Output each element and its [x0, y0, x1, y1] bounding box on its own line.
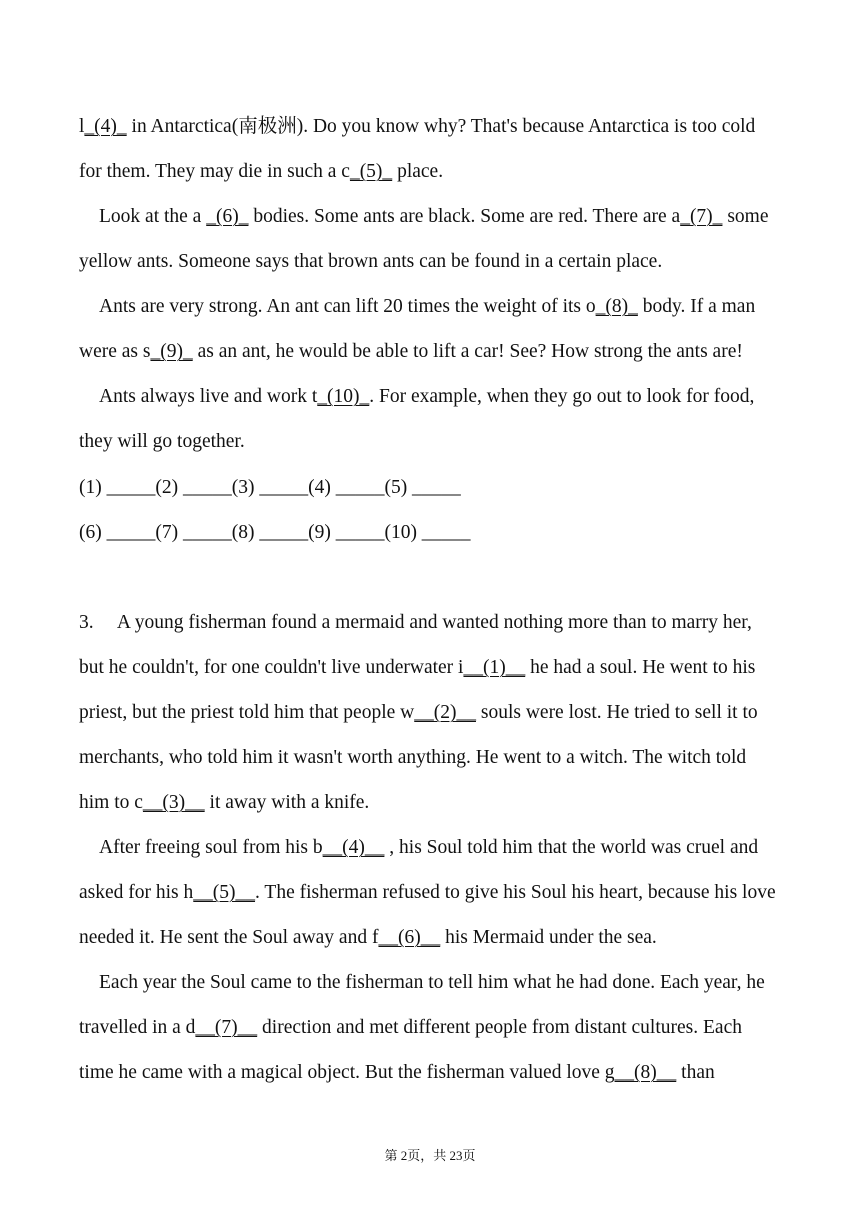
passage3-line-7 — [79, 881, 776, 905]
text: merchants, who told him it wasn't worth anything. He went to a witch. The witch told — [79, 747, 747, 768]
passage3-line-10 — [79, 1016, 742, 1040]
answer-line-1 — [79, 476, 461, 500]
passage3-line-2 — [79, 656, 755, 680]
text: they will go together. — [79, 431, 245, 452]
text: asked for his h — [79, 882, 194, 903]
passage2-line-1 — [79, 115, 755, 139]
passage3-line-6 — [99, 836, 758, 860]
blank-8: __(8)__ — [614, 1062, 677, 1083]
passage2-line-8 — [79, 430, 245, 454]
text: Look at the a — [99, 206, 207, 227]
passage3-line-8 — [79, 926, 657, 950]
blank-1: __(1)__ — [463, 657, 526, 678]
text: needed it. He sent the Soul away and f — [79, 927, 379, 948]
blank-9: _(9)_ — [150, 341, 193, 362]
blank-5: _(5)_ — [349, 161, 393, 182]
text: place. — [392, 161, 444, 182]
text: travelled in a d — [79, 1017, 196, 1038]
passage2-line-4 — [79, 250, 662, 274]
text: bodies. Some ants are black. Some are red. There are a — [248, 206, 681, 227]
passage3-line-3 — [79, 701, 758, 725]
blank-8: _(8)_ — [595, 296, 638, 317]
answer-blanks: (6) _____(7) _____(8) _____(9) _____(10) _____ — [79, 522, 471, 543]
text: than — [676, 1062, 715, 1083]
text: were as s — [79, 341, 151, 362]
blank-6: _(6)_ — [206, 206, 249, 227]
text: Ants always live and work t — [99, 386, 318, 407]
text: Ants are very strong. An ant can lift 20 times the weight of its o — [99, 296, 596, 317]
blank-10: _(10)_ — [317, 386, 370, 407]
text: After freeing soul from his b — [99, 837, 323, 858]
passage3-line-9 — [99, 971, 765, 995]
passage3-line-1 — [79, 611, 752, 635]
blank-4: _(4)_ — [84, 116, 127, 137]
text: . For example, when they go out to look for food, — [369, 386, 755, 407]
blank-2: __(2)__ — [414, 702, 476, 723]
passage2-line-5 — [99, 295, 755, 319]
blank-3: __(3)__ — [142, 792, 205, 813]
blank-6: __(6)__ — [378, 927, 441, 948]
text: . The fisherman refused to give his Soul his heart, because his love — [255, 882, 776, 903]
passage2-line-3 — [99, 205, 768, 229]
text: him to c — [79, 792, 143, 813]
passage2-line-2 — [79, 160, 443, 184]
text: time he came with a magical object. But the fisherman valued love g — [79, 1062, 615, 1083]
text: souls were lost. He tried to sell it to — [475, 702, 758, 723]
text: yellow ants. Someone says that brown ants can be found in a certain place. — [79, 251, 663, 272]
text: it away with a knife. — [204, 792, 370, 813]
text: l — [79, 116, 85, 137]
passage2-line-7 — [99, 385, 754, 409]
text: in Antarctica(南极洲). Do you know why? That's because Antarctica is too cold — [126, 116, 756, 137]
text: as an ant, he would be able to lift a car! See? How strong the ants are! — [192, 341, 743, 362]
passage3-line-4 — [79, 746, 746, 770]
answer-line-2 — [79, 521, 471, 545]
text: his Mermaid under the sea. — [440, 927, 657, 948]
blank-7: __(7)__ — [195, 1017, 258, 1038]
text: priest, but the priest told him that people w — [79, 702, 415, 723]
text: body. If a man — [637, 296, 756, 317]
answer-blanks: (1) _____(2) _____(3) _____(4) _____(5) _____ — [79, 477, 461, 498]
blank-4: __(4)__ — [322, 837, 385, 858]
text: 3. A young fisherman found a mermaid and wanted nothing more than to marry her, — [79, 612, 752, 633]
blank-7: _(7)_ — [680, 206, 723, 227]
page-number: 第 2页，共 23页 — [384, 1148, 476, 1163]
text: some — [722, 206, 769, 227]
text: for them. They may die in such a c — [79, 161, 350, 182]
text: he had a soul. He went to his — [525, 657, 756, 678]
page-footer — [0, 1148, 860, 1164]
text: , his Soul told him that the world was cruel and — [384, 837, 759, 858]
passage2-line-6 — [79, 340, 743, 364]
blank-5: __(5)__ — [193, 882, 256, 903]
passage3-line-11 — [79, 1061, 715, 1085]
passage3-line-5 — [79, 791, 369, 815]
text: Each year the Soul came to the fisherman to tell him what he had done. Each year, he — [99, 972, 765, 993]
text: but he couldn't, for one couldn't live underwater i — [79, 657, 464, 678]
text: direction and met different people from distant cultures. Each — [257, 1017, 742, 1038]
